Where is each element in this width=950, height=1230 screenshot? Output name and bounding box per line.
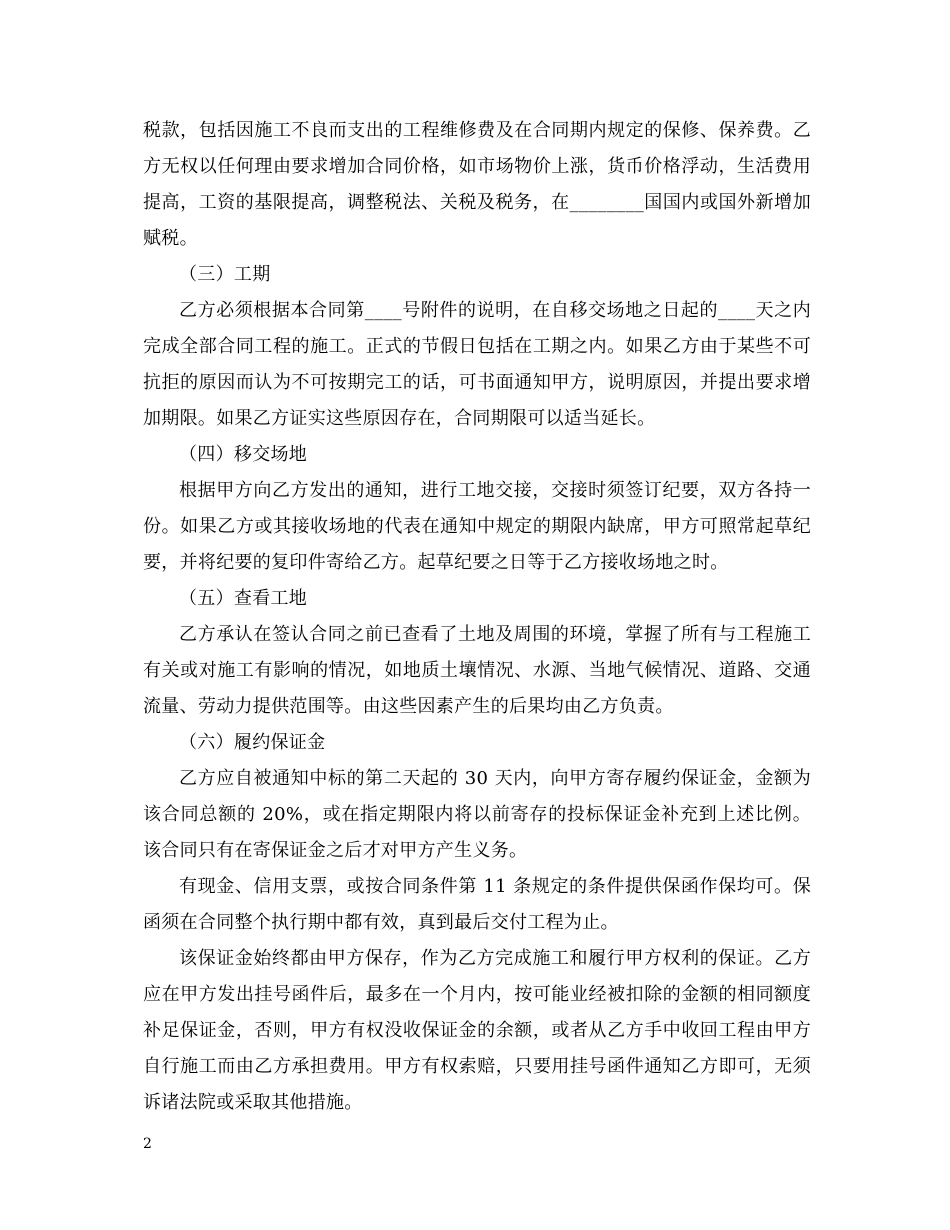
paragraph-schedule: 乙方必须根据本合同第____号附件的说明，在自移交场地之日起的____天之内完成全部合同工程的施工。正式的节假日包括在工期之内。如果乙方由于某些不可抗拒的原因而认为不可按期完工的话，可书面通知甲方，说明原因，并提出要求增加期限。如果乙方证实这些原因存在，合同期限可以适当延长。 bbox=[143, 300, 811, 429]
section-heading-performance-bond: （六）履约保证金 bbox=[179, 732, 326, 753]
section-heading-site-handover: （四）移交场地 bbox=[179, 444, 308, 465]
paragraph-site-handover: 根据甲方向乙方发出的通知，进行工地交接，交接时须签订纪要，双方各持一份。如果乙方或其接收场地的代表在通知中规定的期限内缺席，甲方可照常起草纪要，并将纪要的复印件寄给乙方。起草纪要之日等于乙方接收场地之时。 bbox=[143, 480, 811, 573]
paragraph-performance-bond-custody: 该保证金始终都由甲方保存，作为乙方完成施工和履行甲方权利的保证。乙方应在甲方发出挂号函件后，最多在一个月内，按可能业经被扣除的金额的相同额度补足保证金，否则，甲方有权没收保证金的余额，或者从乙方手中收回工程由甲方自行施工而由乙方承担费用。甲方有权索赔，只要用挂号函件通知乙方即可，无须诉诸法院或采取其他措施。 bbox=[143, 948, 811, 1113]
page-number: 2 bbox=[143, 1136, 152, 1152]
paragraph-taxes: 税款，包括因施工不良而支出的工程维修费及在合同期内规定的保修、保养费。乙方无权以任何理由要求增加合同价格，如市场物价上涨，货币价格浮动，生活费用提高，工资的基限提高，调整税法、关税及税务，在________国国内或国外新增加赋税。 bbox=[143, 120, 811, 249]
document-body bbox=[143, 113, 811, 1121]
section-heading-site-inspection: （五）查看工地 bbox=[179, 588, 308, 609]
paragraph-site-inspection: 乙方承认在签认合同之前已查看了土地及周围的环境，掌握了所有与工程施工有关或对施工有影响的情况，如地质土壤情况、水源、当地气候情况、道路、交通流量、劳动力提供范围等。由这些因素产生的后果均由乙方负责。 bbox=[143, 624, 811, 717]
section-heading-schedule: （三）工期 bbox=[179, 264, 271, 285]
paragraph-performance-bond-amount: 乙方应自被通知中标的第二天起的 30 天内，向甲方寄存履约保证金，金额为该合同总额的 20%，或在指定期限内将以前寄存的投标保证金补充到上述比例。该合同只有在寄保证金之后才对甲方产生义务。 bbox=[143, 768, 811, 861]
paragraph-performance-bond-forms: 有现金、信用支票，或按合同条件第 11 条规定的条件提供保函作保均可。保函须在合同整个执行期中都有效，真到最后交付工程为止。 bbox=[143, 876, 811, 933]
